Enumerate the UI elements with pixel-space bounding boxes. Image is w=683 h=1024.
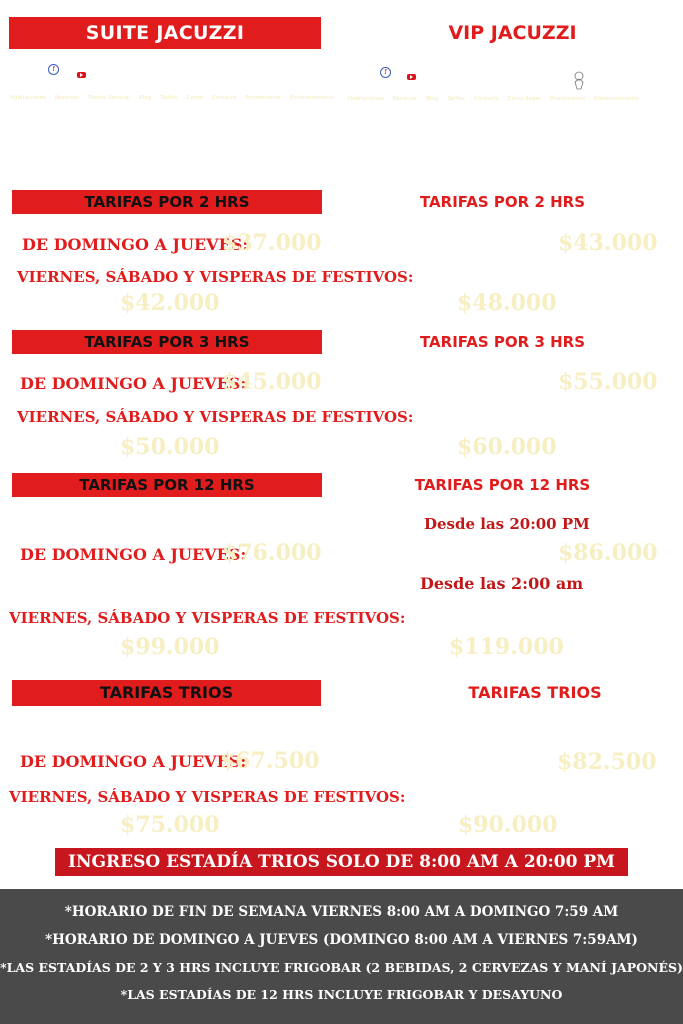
menu-item[interactable]: Blog [138,95,152,101]
price-suite-weekday-trios: $67.500 [220,748,320,774]
menu-item[interactable]: Habitaciones [10,95,46,101]
footer-note-weekday-hours: *HORARIO DE DOMINGO A JUEVES (DOMINGO 8:00 AM A VIERNES 7:59AM) [45,932,638,948]
facebook-icon[interactable]: f [380,67,391,78]
price-suite-weekday-2hrs: $37.000 [222,230,322,256]
weekend-label: VIERNES, SÁBADO Y VISPERAS DE FESTIVOS: [9,788,406,806]
vip-jacuzzi-title: VIP JACUZZI [448,22,577,44]
desde-time-1: Desde las 20:00 PM [424,515,590,533]
weekday-label: DE DOMINGO A JUEVES: [20,752,247,771]
price-suite-weekend-trios: $75.000 [120,812,220,838]
section-title-12hrs: TARIFAS POR 12 HRS [12,473,322,497]
menu-item[interactable]: Entretenimiento [594,96,639,102]
footer-note-weekend-hours: *HORARIO DE FIN DE SEMANA VIERNES 8:00 AM A DOMINGO 7:59 AM [64,904,619,920]
section-title-2hrs: TARIFAS POR 2 HRS [12,190,322,214]
price-vip-weekday-trios: $82.500 [557,749,657,775]
price-suite-weekend-3hrs: $50.000 [120,434,220,460]
menu-item[interactable]: Cómo [186,95,203,101]
price-vip-weekend-12hrs: $119.000 [449,634,564,660]
price-vip-weekend-2hrs: $48.000 [457,290,557,316]
section-title-2hrs-vip: TARIFAS POR 2 HRS [419,193,586,211]
menu-item[interactable]: Promociones [550,96,586,102]
section-title-12hrs-vip: TARIFAS POR 12 HRS [414,476,591,494]
left-menu [10,95,335,101]
price-vip-weekday-3hrs: $55.000 [558,369,658,395]
price-suite-weekend-12hrs: $99.000 [120,634,220,660]
section-title-3hrs-vip: TARIFAS POR 3 HRS [419,333,586,351]
footer-note-minibar: *LAS ESTADÍAS DE 2 Y 3 HRS INCLUYE FRIGOBAR (2 BEBIDAS, 2 CERVEZAS Y MANÍ JAPONÉS) [0,960,683,975]
section-title-3hrs: TARIFAS POR 3 HRS [12,330,322,354]
menu-item[interactable]: Contacto [474,96,499,102]
weekend-label: VIERNES, SÁBADO Y VISPERAS DE FESTIVOS: [17,408,414,426]
logo-icon [572,70,586,90]
price-vip-weekday-12hrs: $86.000 [558,540,658,566]
price-suite-weekday-12hrs: $76.000 [222,540,322,566]
menu-item[interactable]: Cómo llegar [507,96,542,102]
menu-item[interactable]: Tarifas [447,96,466,102]
section-title-trios: TARIFAS TRIOS [12,680,321,706]
price-suite-weekend-2hrs: $42.000 [120,290,220,316]
section-title-trios-vip: TARIFAS TRIOS [468,683,602,702]
menu-item[interactable]: Promociones [245,95,281,101]
trios-entry-banner: INGRESO ESTADÍA TRIOS SOLO DE 8:00 AM A 20:00 PM [55,848,628,876]
weekday-label: DE DOMINGO A JUEVES: [22,235,249,254]
youtube-icon[interactable] [77,72,86,78]
desde-time-2: Desde las 2:00 am [420,574,584,593]
weekend-label: VIERNES, SÁBADO Y VISPERAS DE FESTIVOS: [9,609,406,627]
footer-note-breakfast: *LAS ESTADÍAS DE 12 HRS INCLUYE FRIGOBAR Y DESAYUNO [120,987,563,1002]
price-vip-weekend-3hrs: $60.000 [457,434,557,460]
facebook-icon[interactable]: f [48,64,59,75]
menu-item[interactable]: Reservar [54,95,80,101]
price-suite-weekday-3hrs: $45.000 [222,369,322,395]
weekday-label: DE DOMINGO A JUEVES: [20,545,247,564]
menu-item[interactable]: Reservar [392,96,418,102]
menu-item[interactable]: Tarifas [160,95,178,101]
weekend-label: VIERNES, SÁBADO Y VISPERAS DE FESTIVOS: [17,268,414,286]
footer-notes [0,889,683,1024]
youtube-icon[interactable] [407,74,416,80]
price-vip-weekend-trios: $90.000 [458,812,558,838]
price-vip-weekday-2hrs: $43.000 [558,230,658,256]
weekday-label: DE DOMINGO A JUEVES: [20,374,247,393]
menu-item[interactable]: Blog [426,96,439,102]
menu-item[interactable]: Entretenimiento [289,95,335,101]
suite-jacuzzi-title: SUITE JACUZZI [9,17,321,49]
right-menu [348,96,678,102]
menu-item[interactable]: Tienda Sensual [88,95,130,101]
menu-item[interactable]: Contacto [211,95,237,101]
menu-item[interactable]: Habitaciones [348,96,384,102]
